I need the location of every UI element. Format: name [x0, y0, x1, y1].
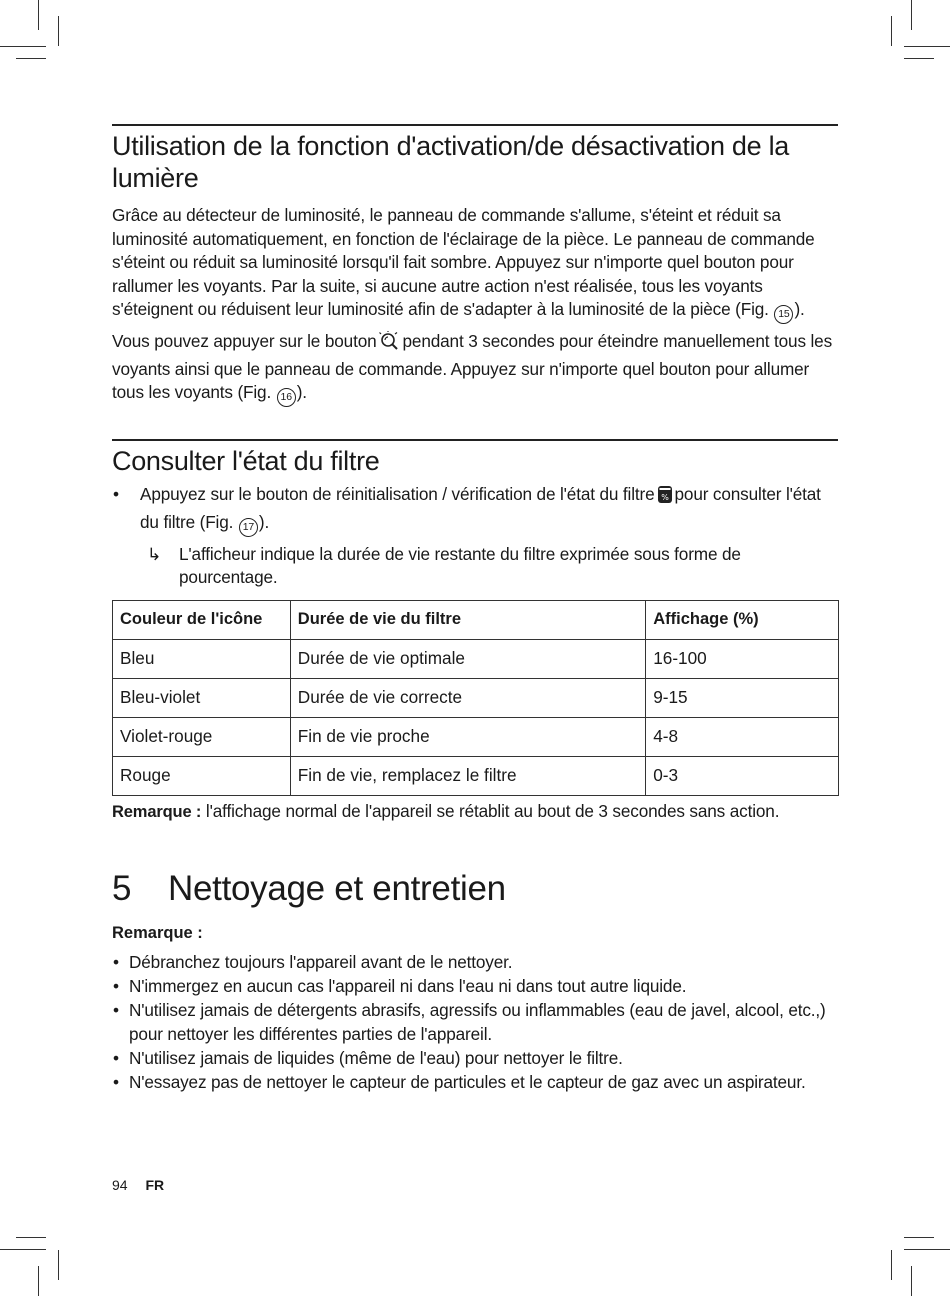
bullet-icon: • — [113, 484, 119, 504]
light-paragraph-1-text: Grâce au détecteur de luminosité, le panneau de commande s'allume, s'éteint et réduit sa luminosité automatiquement, en fonction de l'éclairage de la pièce. Le panneau de commande s'éteint ou réduit sa luminosité lorsqu'il fait sombre. Appuyez sur n'importe quel bouton pour rallumer les voyants. Par la suite, si aucune autre action n'est réalisée, tous les voyants s'éteignent ou réduisent leur luminosité afin de s'adapter à la luminosité de la pièce (Fig. — [112, 205, 815, 319]
filter-note: Remarque : l'affichage normal de l'appareil se rétablit au bout de 3 secondes sans action. — [112, 800, 780, 821]
bullet-icon: • — [113, 1000, 119, 1020]
table-cell: Bleu-violet — [113, 678, 291, 717]
table-cell: Fin de vie proche — [290, 717, 645, 756]
filter-instructions — [112, 483, 838, 590]
note-label: Remarque : — [112, 802, 202, 821]
table-row — [113, 717, 839, 756]
list-item: • Appuyez sur le bouton de réinitialisation / vérification de l'état du filtre % pour consulter l'état du filtre (Fig. 17 ). — [112, 483, 838, 537]
filter-status-table — [112, 600, 839, 796]
page-number: 94 — [112, 1177, 128, 1193]
section-divider — [112, 124, 838, 126]
page-content — [112, 124, 838, 1095]
table-cell: Violet-rouge — [113, 717, 291, 756]
cleaning-list — [112, 951, 838, 1094]
table-cell: 16-100 — [646, 639, 839, 678]
light-paragraph-2: Vous pouvez appuyer sur le bouton pendant 3 secondes pour éteindre manuellement tous les voyants ainsi que le panneau de commande. Appuyez sur n'importe quel bouton pour allumer tous les voyants (Fig. 16 ). — [112, 330, 838, 407]
list-item: ↳ L'afficheur indique la durée de vie restante du filtre exprimée sous forme de pourcentage. — [147, 543, 741, 587]
table-cell: 4-8 — [646, 717, 839, 756]
bullet-icon: • — [113, 1071, 119, 1092]
light-paragraph-1: Grâce au détecteur de luminosité, le panneau de commande s'allume, s'éteint et réduit sa luminosité automatiquement, en fonction de l'éclairage de la pièce. Le panneau de commande s'éteint ou réduit sa luminosité lorsqu'il fait sombre. Appuyez sur n'importe quel bouton pour rallumer les voyants. Par la suite, si aucune autre action n'est réalisée, tous les voyants s'éteignent ou réduisent leur luminosité afin de s'adapter à la luminosité de la pièce (Fig. 15 ). — [112, 204, 838, 324]
table-row — [113, 678, 839, 717]
section-divider — [112, 439, 838, 441]
page-footer — [112, 1177, 164, 1193]
result-arrow-icon: ↳ — [147, 543, 162, 564]
filter-status-icon — [657, 484, 673, 511]
section-title-light: Utilisation de la fonction d'activation/de désactivation de la lumière — [112, 131, 789, 193]
table-cell: Durée de vie optimale — [290, 639, 645, 678]
table-row — [113, 639, 839, 678]
section-title-filter: Consulter l'état du filtre — [112, 446, 380, 476]
table-cell: Rouge — [113, 756, 291, 795]
list-item: • N'immergez en aucun cas l'appareil ni dans l'eau ni dans tout autre liquide. — [112, 975, 838, 999]
table-cell: 0-3 — [646, 756, 839, 795]
table-header-row — [113, 600, 839, 639]
table-header-cell: Durée de vie du filtre — [290, 600, 645, 639]
table-row — [113, 756, 839, 795]
list-item: • N'utilisez jamais de détergents abrasifs, agressifs ou inflammables (eau de javel, alcool, etc.,) pour nettoyer les différentes parties de l'appareil. — [113, 1000, 826, 1044]
language-code: FR — [145, 1177, 165, 1193]
light-sensor-button-icon — [379, 331, 401, 358]
bullet-icon: • — [113, 976, 119, 996]
chapter-title: Nettoyage et entretien — [168, 869, 506, 908]
table-cell: Fin de vie, remplacez le filtre — [290, 756, 645, 795]
list-item: • N'essayez pas de nettoyer le capteur de particules et le capteur de gaz avec un aspirateur. — [112, 1071, 838, 1095]
table-header-cell: Couleur de l'icône — [113, 600, 291, 639]
table-cell: Durée de vie correcte — [290, 678, 645, 717]
svg-text:%: % — [660, 493, 669, 502]
list-item: • N'utilisez jamais de liquides (même de l'eau) pour nettoyer le filtre. — [112, 1047, 838, 1071]
figure-ref-16: 16 — [277, 388, 296, 407]
table-header-cell: Affichage (%) — [646, 600, 839, 639]
table-cell: Bleu — [113, 639, 291, 678]
cleaning-note-label: Remarque : — [112, 924, 203, 942]
bullet-icon: • — [113, 952, 119, 972]
figure-ref-17: 17 — [239, 518, 258, 537]
table-cell: 9-15 — [646, 678, 839, 717]
chapter-heading — [112, 868, 838, 910]
figure-ref-15: 15 — [774, 305, 793, 324]
bullet-icon: • — [113, 1047, 119, 1068]
list-item: • Débranchez toujours l'appareil avant de le nettoyer. — [112, 951, 838, 975]
chapter-number: 5 — [112, 869, 132, 908]
